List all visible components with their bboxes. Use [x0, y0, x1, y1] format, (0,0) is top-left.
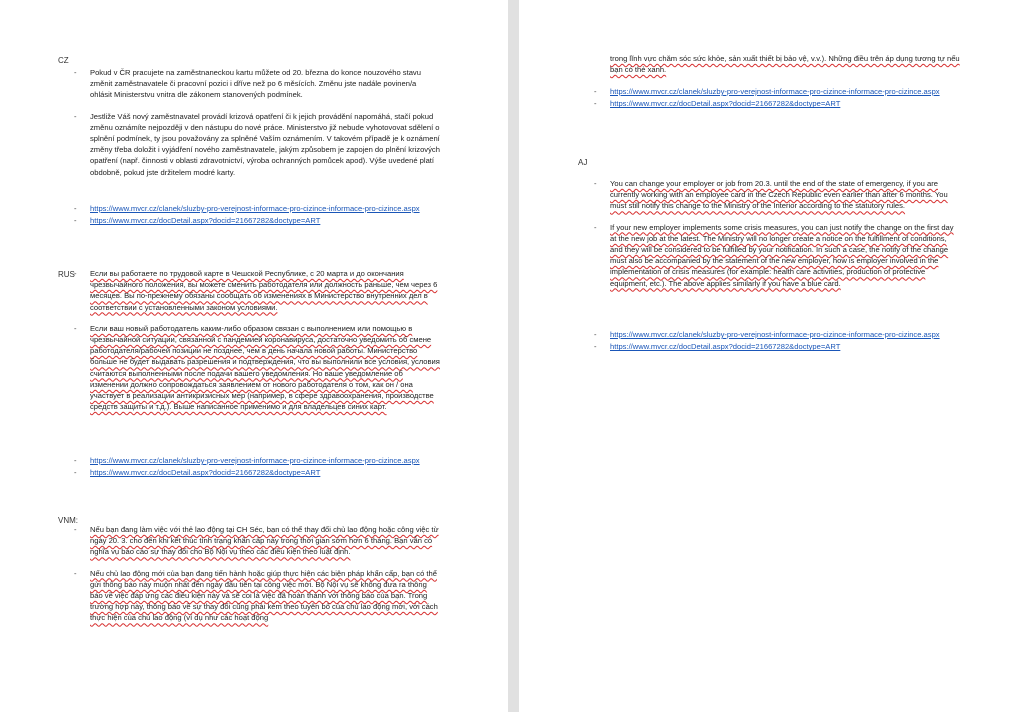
aj-link-1[interactable]: https://www.mvcr.cz/clanek/sluzby-pro-verejnost-informace-pro-cizince-informace-pro-cizince.aspx	[610, 330, 940, 339]
rus-link-list	[68, 455, 440, 479]
cz-paragraph-list	[68, 67, 440, 188]
rus-paragraph-list	[68, 268, 440, 422]
aj-paragraph-2: - If your new employer implements some crisis measures, you can just notify the change on the first day at the new job at the latest. The Ministry will no longer create a notice on the fulfillment of conditions, and they will be considered to be fulfilled by your notification. In such a case, the notify of the change must also be accompanied by the statement of the new employer, how is employer involved in the implementation of crisis measures (for example: health care activities, production of protective equipment, etc.). The above applies similarly if you have a blue card.	[588, 222, 960, 289]
page-gutter	[508, 0, 519, 712]
vnm-paragraph-list	[68, 524, 440, 634]
cz-paragraph-1: - Pokud v ČR pracujete na zaměstnaneckou kartu můžete od 20. března do konce nouzového stavu změnit zaměstnavatele či pracovní pozici i dříve než po 6 měsících. Změnu jste nadále povinen/a ohlásit Ministerstvu vnitra dle zákonem stanovených podmínek.	[68, 67, 440, 101]
aj-paragraph-list	[588, 178, 960, 299]
vnm-paragraph-1: - Nếu bạn đang làm việc với thẻ lao động tại CH Séc, bạn có thể thay đổi chủ lao động hoặc công việc từ ngày 20. 3. cho đến khi kết thúc tình trạng khẩn cấp này trong thời gian sớm hơn 6 tháng. Bạn vẫn có nghĩa vụ báo cáo sự thay đổi cho Bộ Nội vụ theo các điều kiện theo luật định.	[68, 524, 440, 558]
rus-paragraph-1: - Если вы работаете по трудовой карте в Чешской Республике, с 20 марта и до окончания чрезвычайного положения, вы можете сменить работодателя или должность раньше, чем через 6 месяцев. Вы по-прежнему обязаны сообщать об изменениях в Министерство внутренних дел в соответствии с установленными законом условиями.	[68, 268, 440, 313]
document-page-right	[519, 0, 1024, 712]
vnm-paragraph-2: - Nếu chủ lao động mới của bạn đang tiến hành hoặc giúp thực hiện các biện pháp khẩn cấp, bạn có thể gửi thông báo này muộn nhất đến ngày đầu tiên tại công việc mới. Bộ Nội vụ sẽ không đưa ra thông báo về việc đáp ứng các điều kiện này và sẽ coi là việc đã hoàn thành với thông báo của bạn. Trong trường hợp này, thông báo về sự thay đổi cũng phải kèm theo tuyên bố của chủ lao động mới, với cách thực hiện của chủ lao động (ví dụ như các hoạt động	[68, 568, 440, 624]
aj-link-list	[588, 329, 960, 353]
aj-paragraph-1: - You can change your employer or job from 20.3. until the end of the state of emergency, if you are currently working with an employee card in the Czech Republic even earlier than after 6 months. You must still notify this change to the Ministry of the Interior according to the statutory rules.	[588, 178, 960, 212]
vnm-link-1[interactable]: https://www.mvcr.cz/clanek/sluzby-pro-verejnost-informace-pro-cizince-informace-pro-cizince.aspx	[610, 87, 940, 96]
section-label-rus: RUS	[58, 270, 75, 279]
section-label-vnm: VNM:	[58, 516, 78, 525]
vnm-paragraph-2-continued: trong lĩnh vực chăm sóc sức khỏe, sản xuất thiết bị bảo vệ, v.v.). Những điều trên áp dụng tương tự nếu bạn có thẻ xanh.	[610, 54, 960, 75]
section-label-cz: CZ	[58, 56, 69, 65]
aj-link-2[interactable]: https://www.mvcr.cz/docDetail.aspx?docid=21667282&doctype=ART	[610, 342, 841, 352]
cz-link-1[interactable]: https://www.mvcr.cz/clanek/sluzby-pro-verejnost-informace-pro-cizince-informace-pro-cizince.aspx	[90, 204, 420, 213]
rus-paragraph-2: - Если ваш новый работодатель каким-либо образом связан с выполнением или помощью в чрезвычайной ситуации, связанной с пандемией коронавируса, достаточно уведомить об смене работодателя/рабочей позиции не позднее, чем в день начала новой работы. Министерство больше не будет выдавать разрешения и подтверждения, что вы выполнили все условия, условия считаются выполненными после подачи вашего уведомления. Но ваше уведомление об изменении должно сопровождаться заявлением от нового работодателя о том, как он / она участвует в реализации антикризисных мер (например, в сфере здравоохранения, производстве средств защиты и т.д.). Выше написанное применимо и для владельцев синих карт.	[68, 323, 440, 413]
cz-link-list	[68, 203, 440, 227]
document-page-left	[0, 0, 508, 712]
rus-link-2[interactable]: https://www.mvcr.cz/docDetail.aspx?docid=21667282&doctype=ART	[90, 468, 321, 478]
cz-paragraph-2: - Jestliže Váš nový zaměstnavatel provádí krizová opatření či k jejich provádění napomáhá, stačí pokud změnu oznámíte nejpozději v den nástupu do nové práce. Ministerstvo již nebude vyhotovovat sdělení o splnění podmínek, ty jsou považovány za splněné Vaším oznámením. V takovém případě je k oznámení změny třeba doložit i vyjádření nového zaměstnavatele, jakým způsobem je zapojen do plnění krizových opatření (např. činnosti v oblasti zdravotnictví, výroba ochranných pomůcek apod). Výše uvedené platí obdobně, pokud jste držitelem modré karty.	[68, 111, 440, 178]
vnm-link-list	[588, 86, 960, 110]
cz-link-2[interactable]: https://www.mvcr.cz/docDetail.aspx?docid=21667282&doctype=ART	[90, 216, 321, 226]
rus-link-1[interactable]: https://www.mvcr.cz/clanek/sluzby-pro-verejnost-informace-pro-cizince-informace-pro-cizince.aspx	[90, 456, 420, 465]
section-label-aj: AJ	[578, 158, 588, 167]
vnm-link-2[interactable]: https://www.mvcr.cz/docDetail.aspx?docid=21667282&doctype=ART	[610, 99, 841, 109]
